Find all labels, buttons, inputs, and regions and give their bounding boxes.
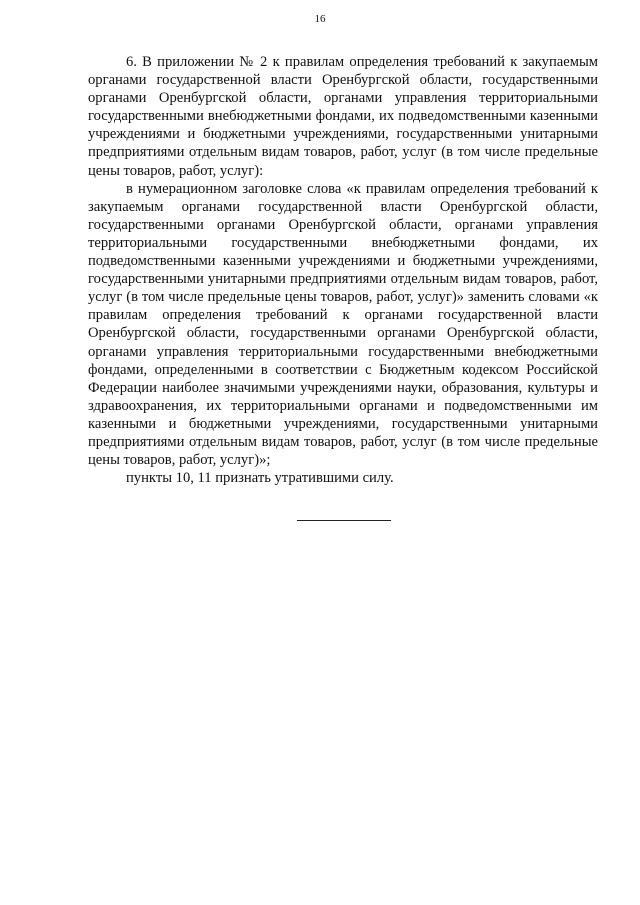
document-body (88, 53, 598, 487)
end-separator-line (297, 520, 391, 521)
paragraph-points-repeal: пункты 10, 11 признать утратившими силу. (126, 470, 394, 487)
paragraph-item-6: 6. В приложении № 2 к правилам определения требований к закупаемым органами государственной власти Оренбургской области, государственными органами Оренбургской области, органами управления территориальными государственными внебюджетными фондами, их подведомственными казенными учреждениями и бюджетными учреждениями, государственными унитарными предприятиями отдельным видам товаров, работ, услуг (в том числе предельные цены товаров, работ, услуг): (88, 54, 598, 179)
page-number: 16 (314, 13, 326, 25)
paragraph-heading-replacement: в нумерационном заголовке слова «к правилам определения требований к закупаемым органами государственной власти Оренбургской области, государственными органами Оренбургской области, органами управления территориальными государственными внебюджетными фондами, их подведомственными казенными учреждениями и бюджетными учреждениями, государственными унитарными предприятиями отдельным видам товаров, работ, услуг (в том числе предельные цены товаров, работ, услуг)» заменить словами «к правилам определения требований к органами государственной власти Оренбургской области, государственными органами Оренбургской области, органами управления территориальными государственными внебюджетными фондами, определенными в соответствии с Бюджетным кодексом Российской Федерации наиболее значимыми учреждениями науки, образования, культуры и здравоохранения, их территориальными органами и подведомственными им казенными и бюджетными учреждениями, государственными унитарными предприятиями отдельным видам товаров, работ, услуг (в том числе предельные цены товаров, работ, услуг)»; (88, 180, 598, 469)
